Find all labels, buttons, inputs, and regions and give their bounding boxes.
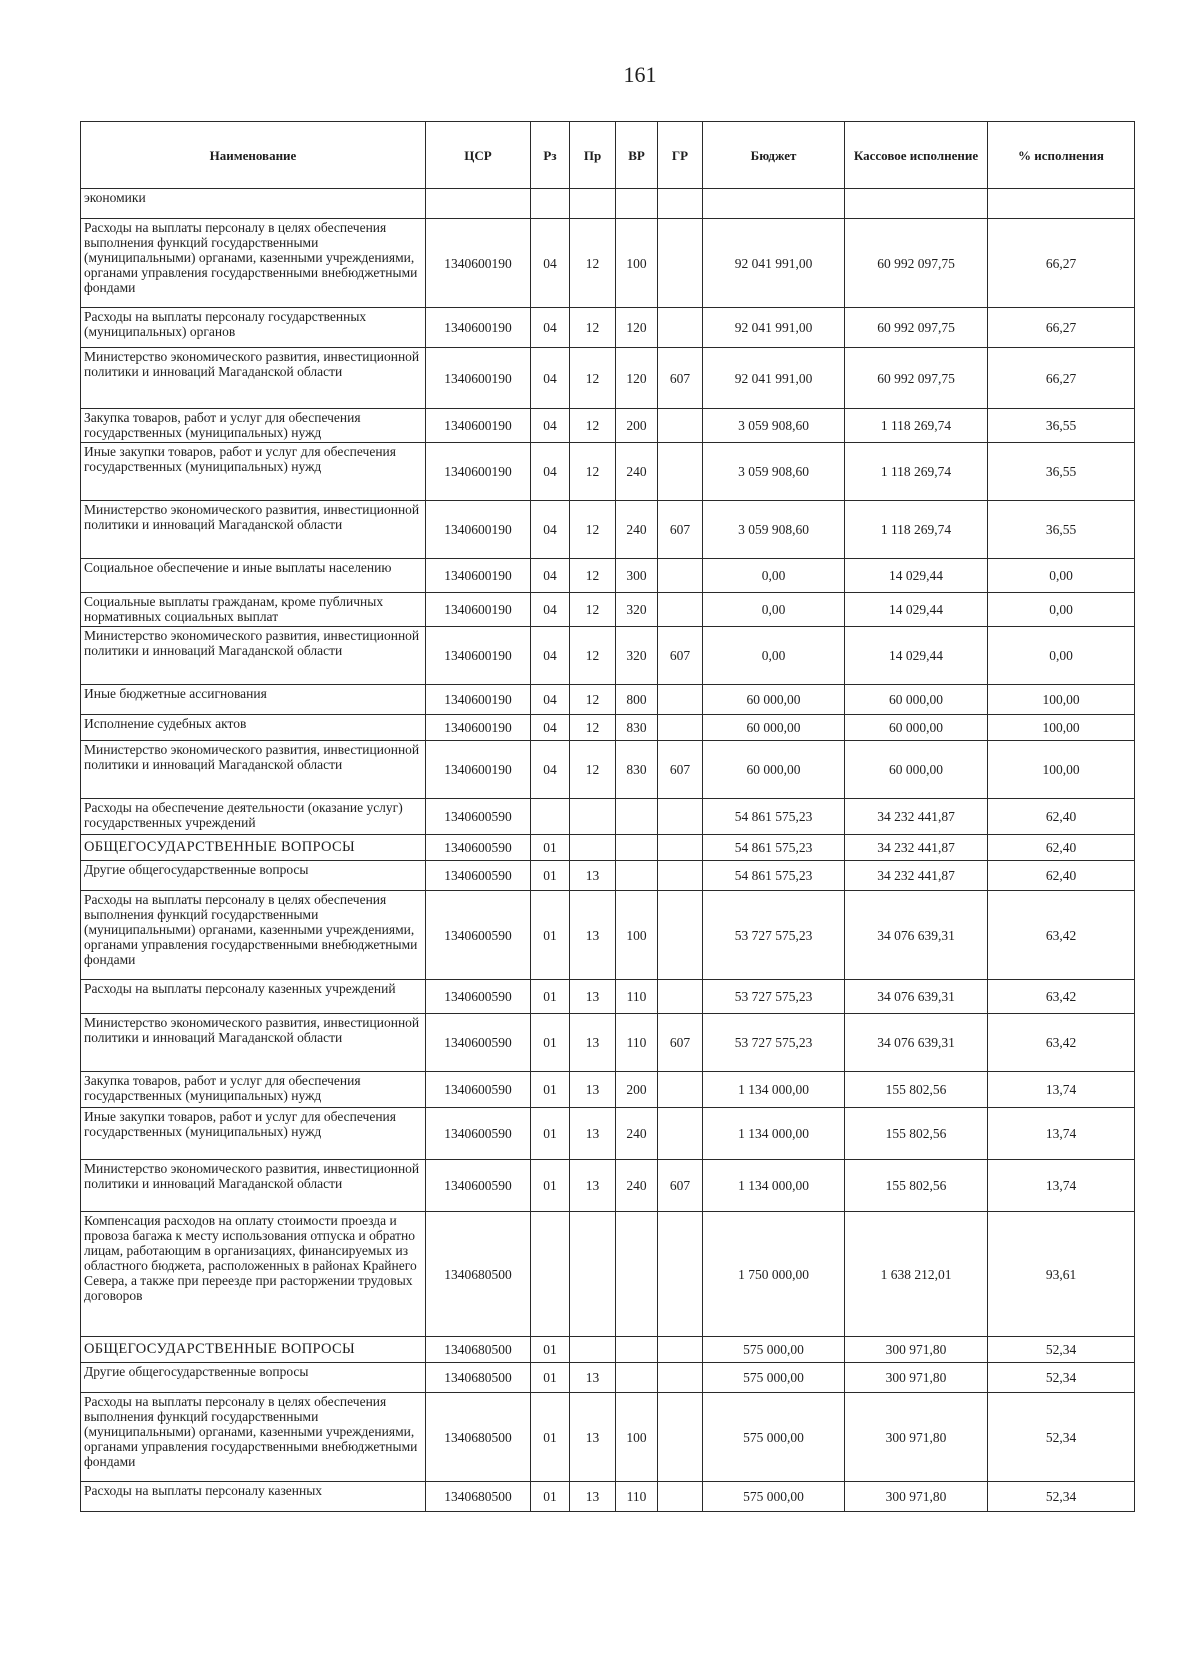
- cell-name: Расходы на выплаты персоналу казенных учреждений: [81, 980, 426, 1014]
- cell-csr: 1340600590: [426, 980, 531, 1014]
- table-header-row: [81, 122, 1135, 189]
- cell-pr: 12: [570, 308, 616, 348]
- cell-budget: 575 000,00: [703, 1393, 845, 1482]
- cell-gr: [658, 308, 703, 348]
- cell-pct: 100,00: [988, 715, 1135, 741]
- cell-vr: 300: [616, 559, 658, 593]
- cell-pct: 0,00: [988, 593, 1135, 627]
- table-row: [81, 685, 1135, 715]
- cell-budget: [703, 189, 845, 219]
- cell-rz: 04: [531, 409, 570, 443]
- cell-pct: 0,00: [988, 559, 1135, 593]
- cell-cash: 155 802,56: [845, 1108, 988, 1160]
- cell-gr: 607: [658, 501, 703, 559]
- table-row: [81, 861, 1135, 891]
- cell-rz: 04: [531, 559, 570, 593]
- cell-rz: 01: [531, 1482, 570, 1512]
- cell-gr: [658, 1482, 703, 1512]
- cell-pr: 13: [570, 1393, 616, 1482]
- column-header-vr: ВР: [616, 122, 658, 189]
- cell-pr: 12: [570, 685, 616, 715]
- cell-name: Другие общегосударственные вопросы: [81, 1363, 426, 1393]
- cell-cash: 34 076 639,31: [845, 1014, 988, 1072]
- cell-vr: 240: [616, 443, 658, 501]
- cell-rz: 01: [531, 1014, 570, 1072]
- cell-vr: 110: [616, 1014, 658, 1072]
- cell-pct: 52,34: [988, 1337, 1135, 1363]
- cell-cash: 1 118 269,74: [845, 501, 988, 559]
- cell-gr: [658, 1108, 703, 1160]
- cell-pr: 12: [570, 627, 616, 685]
- cell-vr: [616, 189, 658, 219]
- cell-cash: 155 802,56: [845, 1072, 988, 1108]
- cell-name: Исполнение судебных актов: [81, 715, 426, 741]
- cell-pct: 62,40: [988, 799, 1135, 835]
- cell-budget: 0,00: [703, 559, 845, 593]
- cell-gr: [658, 443, 703, 501]
- cell-gr: [658, 1363, 703, 1393]
- cell-pr: 13: [570, 1482, 616, 1512]
- cell-csr: 1340600190: [426, 627, 531, 685]
- cell-budget: 575 000,00: [703, 1337, 845, 1363]
- table-row: [81, 1393, 1135, 1482]
- cell-pr: 12: [570, 348, 616, 409]
- cell-vr: 200: [616, 1072, 658, 1108]
- cell-name: Компенсация расходов на оплату стоимости проезда и провоза багажа к месту использования отпуска и обратно лицам, работающим в организациях, финансируемых из областного бюджета, расположенных в районах Крайнего Севера, а также при переезде при расторжении трудовых договоров: [81, 1212, 426, 1337]
- cell-cash: 300 971,80: [845, 1337, 988, 1363]
- cell-budget: 575 000,00: [703, 1482, 845, 1512]
- table-row: [81, 1482, 1135, 1512]
- cell-cash: 60 992 097,75: [845, 219, 988, 308]
- cell-pct: 63,42: [988, 891, 1135, 980]
- cell-budget: 92 041 991,00: [703, 308, 845, 348]
- cell-pct: 13,74: [988, 1108, 1135, 1160]
- cell-rz: [531, 189, 570, 219]
- cell-pct: 62,40: [988, 835, 1135, 861]
- cell-rz: 01: [531, 1160, 570, 1212]
- table-row: [81, 443, 1135, 501]
- cell-pr: 12: [570, 443, 616, 501]
- cell-rz: 04: [531, 593, 570, 627]
- table-row: [81, 1108, 1135, 1160]
- cell-name: Расходы на выплаты персоналу в целях обеспечения выполнения функций государственными (муниципальными) органами, казенными учреждениями, органами управления государственными внебюджетными фондами: [81, 1393, 426, 1482]
- table-row: [81, 627, 1135, 685]
- cell-budget: 3 059 908,60: [703, 443, 845, 501]
- cell-pct: 63,42: [988, 980, 1135, 1014]
- cell-pct: 52,34: [988, 1363, 1135, 1393]
- cell-csr: 1340600590: [426, 799, 531, 835]
- column-header-csr: ЦСР: [426, 122, 531, 189]
- cell-gr: [658, 219, 703, 308]
- cell-budget: 60 000,00: [703, 741, 845, 799]
- cell-cash: 14 029,44: [845, 627, 988, 685]
- cell-cash: 1 638 212,01: [845, 1212, 988, 1337]
- cell-name: ОБЩЕГОСУДАРСТВЕННЫЕ ВОПРОСЫ: [81, 1337, 426, 1363]
- cell-cash: 60 000,00: [845, 685, 988, 715]
- cell-csr: 1340600590: [426, 1072, 531, 1108]
- cell-gr: [658, 835, 703, 861]
- cell-pr: [570, 189, 616, 219]
- cell-csr: 1340600190: [426, 348, 531, 409]
- cell-pr: 12: [570, 593, 616, 627]
- cell-gr: 607: [658, 1160, 703, 1212]
- cell-pct: 93,61: [988, 1212, 1135, 1337]
- cell-cash: 60 992 097,75: [845, 308, 988, 348]
- cell-budget: 0,00: [703, 627, 845, 685]
- table-row: [81, 189, 1135, 219]
- cell-vr: [616, 1363, 658, 1393]
- cell-pr: 13: [570, 1108, 616, 1160]
- cell-pr: 12: [570, 559, 616, 593]
- cell-vr: 320: [616, 627, 658, 685]
- cell-cash: 34 076 639,31: [845, 980, 988, 1014]
- table-row: [81, 741, 1135, 799]
- table-row: [81, 1363, 1135, 1393]
- cell-csr: 1340680500: [426, 1337, 531, 1363]
- cell-pct: 100,00: [988, 685, 1135, 715]
- cell-name: Иные закупки товаров, работ и услуг для обеспечения государственных (муниципальных) нужд: [81, 1108, 426, 1160]
- cell-cash: 1 118 269,74: [845, 409, 988, 443]
- cell-name: Расходы на выплаты персоналу казенных: [81, 1482, 426, 1512]
- cell-vr: 200: [616, 409, 658, 443]
- column-header-gr: ГР: [658, 122, 703, 189]
- cell-pct: 52,34: [988, 1482, 1135, 1512]
- table-row: [81, 1160, 1135, 1212]
- cell-csr: 1340600590: [426, 1014, 531, 1072]
- cell-name: Закупка товаров, работ и услуг для обеспечения государственных (муниципальных) нужд: [81, 409, 426, 443]
- cell-pct: 66,27: [988, 308, 1135, 348]
- cell-budget: 53 727 575,23: [703, 891, 845, 980]
- cell-cash: 60 000,00: [845, 715, 988, 741]
- cell-vr: 830: [616, 715, 658, 741]
- cell-vr: 110: [616, 1482, 658, 1512]
- cell-budget: 53 727 575,23: [703, 980, 845, 1014]
- cell-budget: 1 134 000,00: [703, 1072, 845, 1108]
- page-number: 161: [623, 62, 657, 87]
- cell-name: Социальные выплаты гражданам, кроме публичных нормативных социальных выплат: [81, 593, 426, 627]
- cell-gr: [658, 1337, 703, 1363]
- cell-cash: 1 118 269,74: [845, 443, 988, 501]
- cell-name: Социальное обеспечение и иные выплаты населению: [81, 559, 426, 593]
- cell-csr: [426, 189, 531, 219]
- cell-rz: 01: [531, 861, 570, 891]
- cell-rz: 01: [531, 1363, 570, 1393]
- cell-cash: 34 232 441,87: [845, 799, 988, 835]
- cell-rz: 01: [531, 1393, 570, 1482]
- cell-pct: 13,74: [988, 1072, 1135, 1108]
- cell-pct: 100,00: [988, 741, 1135, 799]
- cell-gr: 607: [658, 348, 703, 409]
- cell-csr: 1340600190: [426, 559, 531, 593]
- cell-rz: 04: [531, 219, 570, 308]
- cell-rz: 01: [531, 835, 570, 861]
- cell-budget: 54 861 575,23: [703, 861, 845, 891]
- cell-budget: 1 134 000,00: [703, 1160, 845, 1212]
- cell-budget: 1 750 000,00: [703, 1212, 845, 1337]
- table-row: [81, 1337, 1135, 1363]
- cell-cash: 300 971,80: [845, 1393, 988, 1482]
- cell-pr: [570, 1337, 616, 1363]
- cell-pr: [570, 1212, 616, 1337]
- cell-pr: 13: [570, 1363, 616, 1393]
- table-row: [81, 1212, 1135, 1337]
- cell-pct: 52,34: [988, 1393, 1135, 1482]
- cell-rz: 01: [531, 891, 570, 980]
- cell-csr: 1340600190: [426, 685, 531, 715]
- cell-rz: 04: [531, 741, 570, 799]
- cell-vr: 830: [616, 741, 658, 799]
- cell-csr: 1340600190: [426, 308, 531, 348]
- cell-rz: 01: [531, 1108, 570, 1160]
- cell-budget: 53 727 575,23: [703, 1014, 845, 1072]
- cell-rz: 01: [531, 1072, 570, 1108]
- cell-gr: [658, 799, 703, 835]
- cell-name: Министерство экономического развития, инвестиционной политики и инноваций Магаданской области: [81, 501, 426, 559]
- cell-rz: 04: [531, 348, 570, 409]
- cell-pr: [570, 835, 616, 861]
- cell-csr: 1340680500: [426, 1393, 531, 1482]
- cell-budget: 54 861 575,23: [703, 799, 845, 835]
- cell-vr: 100: [616, 219, 658, 308]
- cell-name: Закупка товаров, работ и услуг для обеспечения государственных (муниципальных) нужд: [81, 1072, 426, 1108]
- cell-vr: [616, 835, 658, 861]
- cell-budget: 92 041 991,00: [703, 348, 845, 409]
- cell-name: Министерство экономического развития, инвестиционной политики и инноваций Магаданской области: [81, 348, 426, 409]
- budget-table: [80, 121, 1135, 1512]
- cell-csr: 1340680500: [426, 1363, 531, 1393]
- column-header-name: Наименование: [81, 122, 426, 189]
- cell-budget: 1 134 000,00: [703, 1108, 845, 1160]
- cell-vr: [616, 1337, 658, 1363]
- cell-csr: 1340600190: [426, 443, 531, 501]
- cell-name: Министерство экономического развития, инвестиционной политики и инноваций Магаданской области: [81, 627, 426, 685]
- column-header-budget: Бюджет: [703, 122, 845, 189]
- cell-pr: 12: [570, 409, 616, 443]
- cell-pr: 13: [570, 891, 616, 980]
- cell-name: Министерство экономического развития, инвестиционной политики и инноваций Магаданской области: [81, 1160, 426, 1212]
- cell-rz: 04: [531, 627, 570, 685]
- cell-rz: 04: [531, 501, 570, 559]
- cell-gr: [658, 593, 703, 627]
- cell-name: Расходы на выплаты персоналу государственных (муниципальных) органов: [81, 308, 426, 348]
- cell-gr: [658, 980, 703, 1014]
- cell-csr: 1340600190: [426, 409, 531, 443]
- cell-csr: 1340600590: [426, 1108, 531, 1160]
- cell-cash: 34 076 639,31: [845, 891, 988, 980]
- cell-gr: [658, 189, 703, 219]
- table-row: [81, 559, 1135, 593]
- table-row: [81, 891, 1135, 980]
- cell-cash: 34 232 441,87: [845, 861, 988, 891]
- cell-cash: 300 971,80: [845, 1482, 988, 1512]
- cell-name: Расходы на выплаты персоналу в целях обеспечения выполнения функций государственными (муниципальными) органами, казенными учреждениями, органами управления государственными внебюджетными фондами: [81, 219, 426, 308]
- cell-name: Министерство экономического развития, инвестиционной политики и инноваций Магаданской области: [81, 741, 426, 799]
- cell-csr: 1340600190: [426, 741, 531, 799]
- table-row: [81, 409, 1135, 443]
- cell-cash: [845, 189, 988, 219]
- column-header-rz: Рз: [531, 122, 570, 189]
- column-header-cash: Кассовое исполнение: [845, 122, 988, 189]
- cell-gr: [658, 891, 703, 980]
- cell-gr: 607: [658, 741, 703, 799]
- cell-pct: 66,27: [988, 348, 1135, 409]
- cell-rz: 01: [531, 1337, 570, 1363]
- cell-pct: 0,00: [988, 627, 1135, 685]
- cell-pct: 36,55: [988, 409, 1135, 443]
- cell-csr: 1340600190: [426, 501, 531, 559]
- cell-vr: 120: [616, 348, 658, 409]
- cell-pr: [570, 799, 616, 835]
- cell-vr: 240: [616, 501, 658, 559]
- cell-gr: [658, 1393, 703, 1482]
- cell-gr: [658, 1072, 703, 1108]
- table-row: [81, 715, 1135, 741]
- table-row: [81, 1072, 1135, 1108]
- cell-gr: [658, 1212, 703, 1337]
- cell-budget: 54 861 575,23: [703, 835, 845, 861]
- cell-pct: 66,27: [988, 219, 1135, 308]
- cell-vr: [616, 799, 658, 835]
- cell-budget: 60 000,00: [703, 685, 845, 715]
- cell-gr: 607: [658, 1014, 703, 1072]
- cell-pct: 62,40: [988, 861, 1135, 891]
- cell-csr: 1340680500: [426, 1212, 531, 1337]
- cell-name: Расходы на выплаты персоналу в целях обеспечения выполнения функций государственными (муниципальными) органами, казенными учреждениями, органами управления государственными внебюджетными фондами: [81, 891, 426, 980]
- cell-csr: 1340600190: [426, 715, 531, 741]
- cell-vr: 120: [616, 308, 658, 348]
- cell-pr: 13: [570, 861, 616, 891]
- table-row: [81, 219, 1135, 308]
- cell-gr: [658, 409, 703, 443]
- cell-gr: [658, 685, 703, 715]
- cell-cash: 60 000,00: [845, 741, 988, 799]
- cell-pct: 36,55: [988, 501, 1135, 559]
- cell-csr: 1340680500: [426, 1482, 531, 1512]
- column-header-pct: % исполнения: [988, 122, 1135, 189]
- table-row: [81, 308, 1135, 348]
- cell-gr: [658, 861, 703, 891]
- table-row: [81, 348, 1135, 409]
- cell-budget: 0,00: [703, 593, 845, 627]
- cell-gr: [658, 715, 703, 741]
- cell-rz: [531, 1212, 570, 1337]
- cell-csr: 1340600590: [426, 1160, 531, 1212]
- cell-pr: 13: [570, 1160, 616, 1212]
- cell-name: Иные бюджетные ассигнования: [81, 685, 426, 715]
- cell-name: Иные закупки товаров, работ и услуг для обеспечения государственных (муниципальных) нужд: [81, 443, 426, 501]
- table-row: [81, 1014, 1135, 1072]
- cell-vr: 100: [616, 1393, 658, 1482]
- cell-rz: 04: [531, 715, 570, 741]
- cell-name: Министерство экономического развития, инвестиционной политики и инноваций Магаданской области: [81, 1014, 426, 1072]
- cell-vr: [616, 1212, 658, 1337]
- cell-name: Расходы на обеспечение деятельности (оказание услуг) государственных учреждений: [81, 799, 426, 835]
- cell-name: ОБЩЕГОСУДАРСТВЕННЫЕ ВОПРОСЫ: [81, 835, 426, 861]
- cell-cash: 34 232 441,87: [845, 835, 988, 861]
- cell-rz: 04: [531, 308, 570, 348]
- cell-pr: 12: [570, 715, 616, 741]
- cell-rz: 04: [531, 443, 570, 501]
- cell-name: экономики: [81, 189, 426, 219]
- cell-csr: 1340600590: [426, 891, 531, 980]
- cell-rz: [531, 799, 570, 835]
- table-body: [81, 189, 1135, 1512]
- cell-budget: 60 000,00: [703, 715, 845, 741]
- column-header-pr: Пр: [570, 122, 616, 189]
- cell-csr: 1340600190: [426, 593, 531, 627]
- cell-pct: 63,42: [988, 1014, 1135, 1072]
- cell-cash: 14 029,44: [845, 593, 988, 627]
- table-row: [81, 980, 1135, 1014]
- cell-vr: [616, 861, 658, 891]
- table-row: [81, 799, 1135, 835]
- cell-pr: 13: [570, 1014, 616, 1072]
- cell-cash: 300 971,80: [845, 1363, 988, 1393]
- cell-csr: 1340600590: [426, 861, 531, 891]
- cell-vr: 100: [616, 891, 658, 980]
- table-row: [81, 835, 1135, 861]
- cell-pct: 36,55: [988, 443, 1135, 501]
- cell-pct: [988, 189, 1135, 219]
- cell-vr: 240: [616, 1108, 658, 1160]
- table-row: [81, 593, 1135, 627]
- cell-pr: 12: [570, 741, 616, 799]
- cell-budget: 92 041 991,00: [703, 219, 845, 308]
- cell-cash: 155 802,56: [845, 1160, 988, 1212]
- cell-vr: 110: [616, 980, 658, 1014]
- cell-pr: 13: [570, 980, 616, 1014]
- cell-csr: 1340600590: [426, 835, 531, 861]
- cell-vr: 320: [616, 593, 658, 627]
- cell-gr: [658, 559, 703, 593]
- cell-pr: 13: [570, 1072, 616, 1108]
- cell-budget: 575 000,00: [703, 1363, 845, 1393]
- table-row: [81, 501, 1135, 559]
- cell-pr: 12: [570, 501, 616, 559]
- cell-csr: 1340600190: [426, 219, 531, 308]
- cell-cash: 60 992 097,75: [845, 348, 988, 409]
- cell-budget: 3 059 908,60: [703, 409, 845, 443]
- cell-pct: 13,74: [988, 1160, 1135, 1212]
- cell-vr: 800: [616, 685, 658, 715]
- cell-rz: 04: [531, 685, 570, 715]
- cell-pr: 12: [570, 219, 616, 308]
- cell-cash: 14 029,44: [845, 559, 988, 593]
- cell-budget: 3 059 908,60: [703, 501, 845, 559]
- cell-vr: 240: [616, 1160, 658, 1212]
- cell-gr: 607: [658, 627, 703, 685]
- cell-rz: 01: [531, 980, 570, 1014]
- cell-name: Другие общегосударственные вопросы: [81, 861, 426, 891]
